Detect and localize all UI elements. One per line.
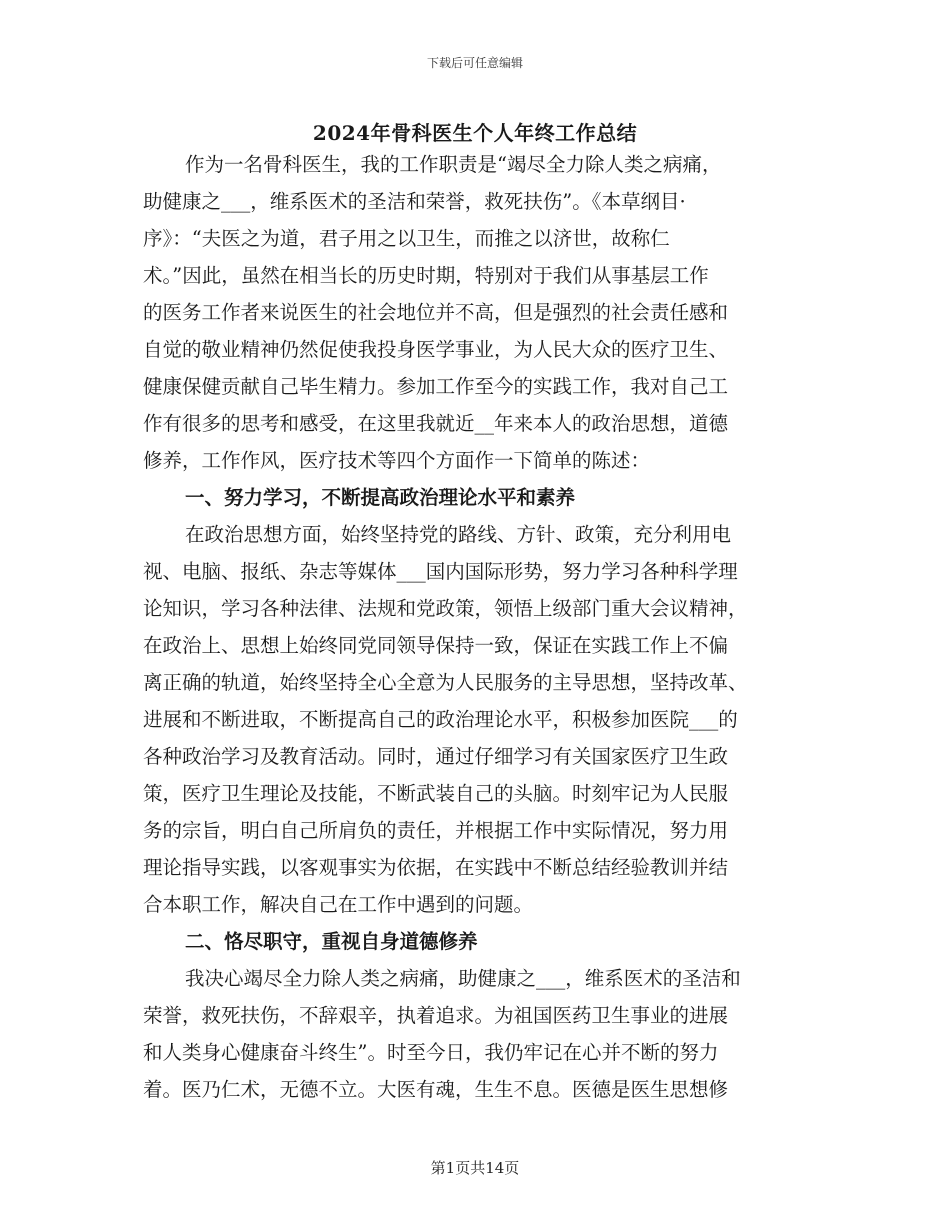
body-text-line: 着。医乃仁术，无德不立。大医有魂，生生不息。医德是医生思想修 [143,1078,729,1101]
body-text-line: 助健康之___，维系医术的圣洁和荣誉，救死扶伤”。《本草纲目· [143,190,686,213]
body-text-line: 作有很多的思考和感受，在这里我就近__年来本人的政治思想，道德 [143,412,729,435]
body-text-line: 在政治上、思想上始终同党同领导保持一致，保证在实践工作上不偏 [143,634,729,657]
header-note: 下载后可任意编辑 [426,56,523,70]
body-text-line: 自觉的敬业精神仍然促使我投身医学事业，为人民大众的医疗卫生、 [143,338,729,361]
body-text-line: 务的宗旨，明白自己所肩负的责任，并根据工作中实际情况，努力用 [143,819,729,842]
body-text-line: 的医务工作者来说医生的社会地位并不高，但是强烈的社会责任感和 [143,301,729,324]
body-text-line: 术。”因此，虽然在相当长的历史时期，特别对于我们从事基层工作 [143,264,709,287]
document-body [143,146,807,1108]
body-text-line: 理论指导实践，以客观事实为依据，在实践中不断总结经验教训并结 [143,856,729,879]
body-text-line: 和人类身心健康奋斗终生”。时至今日，我仍牢记在心并不断的努力 [143,1041,719,1064]
body-text-line: 视、电脑、报纸、杂志等媒体___国内国际形势，努力学习各种科学理 [143,560,738,583]
body-text-line: 健康保健贡献自己毕生精力。参加工作至今的实践工作，我对自己工 [143,375,729,398]
body-text-line: 策，医疗卫生理论及技能，不断武装自己的头脑。时刻牢记为人民服 [143,782,729,805]
body-text-line: 离正确的轨道，始终坚持全心全意为人民服务的主导思想，坚持改革、 [143,671,748,694]
body-text-line: 荣誉，救死扶伤，不辞艰辛，执着追求。为祖国医药卫生事业的进展 [143,1004,729,1027]
body-text-line: 作为一名骨科医生，我的工作职责是“竭尽全力除人类之病痛， [185,153,722,176]
body-text-line: 各种政治学习及教育活动。同时，通过仔细学习有关国家医疗卫生政 [143,745,729,768]
section-heading: 二、恪尽职守，重视自身道德修养 [185,930,478,953]
page-footer: 第1页共14页 [430,1159,520,1177]
body-text-line: 在政治思想方面，始终坚持党的路线、方针、政策，充分利用电 [185,523,732,546]
document-title: 2024年骨科医生个人年终工作总结 [312,121,638,145]
body-text-line: 论知识，学习各种法律、法规和党政策，领悟上级部门重大会议精神， [143,597,748,620]
body-text-line: 修养，工作作风，医疗技术等四个方面作一下简单的陈述： [143,449,651,472]
body-text-line: 合本职工作，解决自己在工作中遇到的问题。 [143,893,534,916]
section-heading: 一、努力学习，不断提高政治理论水平和素养 [185,486,576,509]
body-text-line: 我决心竭尽全力除人类之病痛，助健康之___，维系医术的圣洁和 [185,967,741,990]
body-text-line: 序》：“夫医之为道，君子用之以卫生，而推之以济世，故称仁 [143,227,670,250]
body-text-line: 进展和不断进取，不断提高自己的政治理论水平，积极参加医院___的 [143,708,738,731]
